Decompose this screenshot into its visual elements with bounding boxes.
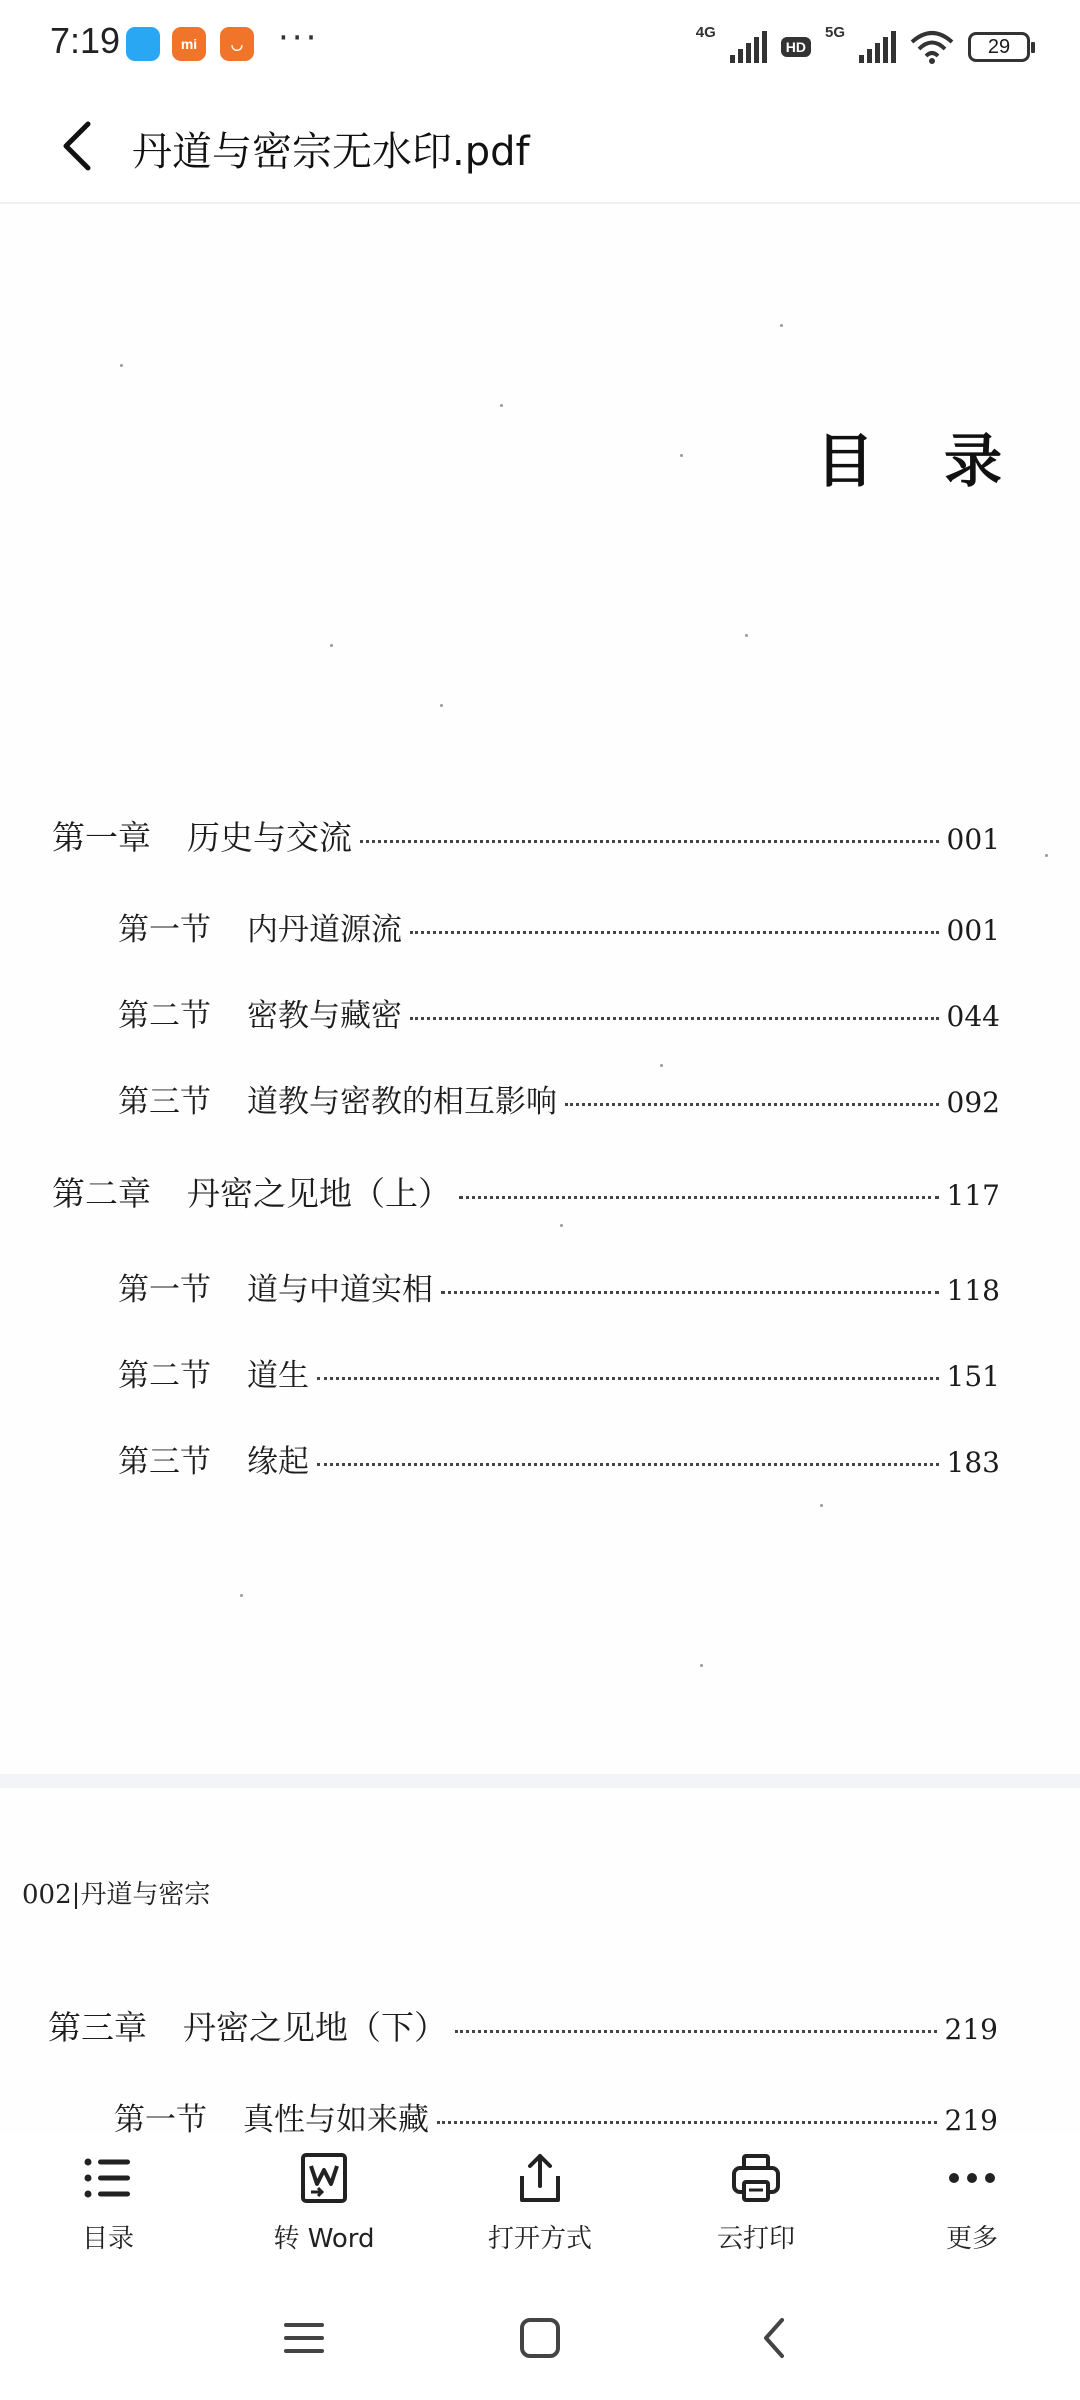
scan-speck	[1045, 854, 1048, 857]
mi-shop-icon: ◡	[220, 27, 254, 61]
toc-title: 历史与交流	[187, 818, 352, 857]
scan-speck	[120, 364, 123, 367]
chat-app-icon	[126, 27, 160, 61]
system-nav-bar	[0, 2274, 1080, 2400]
toc-heading: 目录	[815, 427, 1072, 495]
toc-entry[interactable]	[118, 1436, 1000, 1481]
toc-leader	[437, 2121, 937, 2124]
toc-leader	[410, 931, 939, 934]
mi-store-icon: mi	[172, 27, 206, 61]
toc-num: 第三章	[48, 2008, 147, 2047]
status-indicators	[696, 24, 1030, 70]
toolbar-label: 云打印	[716, 2224, 795, 2254]
toc-leader	[317, 1463, 939, 1466]
recents-menu-icon[interactable]	[276, 2310, 332, 2366]
toc-title: 缘起	[247, 1444, 309, 1480]
toolbar-label: 转 Word	[273, 2224, 375, 2254]
toc-page: 118	[946, 1274, 1000, 1307]
toc-page: 001	[946, 823, 1000, 856]
toc-title: 道与中道实相	[247, 1272, 433, 1308]
toc-leader	[441, 1291, 939, 1294]
toc-num: 第二章	[52, 1174, 151, 1213]
toc-title: 丹密之见地（上）	[187, 1174, 451, 1213]
toc-title: 丹密之见地（下）	[183, 2008, 447, 2047]
wifi-icon	[910, 30, 954, 64]
toc-num: 第一节	[118, 1272, 211, 1308]
more-icon	[942, 2148, 1002, 2208]
toc-num: 第一节	[118, 912, 211, 948]
toc-leader	[459, 1196, 939, 1199]
toc-num: 第一章	[52, 818, 151, 857]
more-notifications-icon: ···	[278, 18, 320, 58]
toc-page: 219	[944, 2013, 998, 2046]
toolbar-label: 目录	[81, 2224, 134, 2254]
toc-num: 第三节	[118, 1444, 211, 1480]
toc-entry[interactable]	[52, 1168, 1000, 1215]
cloud-print-button[interactable]	[648, 2134, 864, 2274]
toc-entry[interactable]	[48, 2002, 998, 2049]
scan-speck	[780, 324, 783, 327]
document-title: 丹道与密宗无水印.pdf	[132, 129, 530, 175]
toc-page: 151	[946, 1360, 1000, 1393]
toolbar-label: 打开方式	[487, 2224, 592, 2254]
pdf-page-2	[0, 1788, 1080, 2134]
word-convert-icon	[294, 2148, 354, 2208]
more-button[interactable]	[864, 2134, 1080, 2274]
scan-speck	[680, 454, 683, 457]
toc-entry[interactable]	[118, 904, 1000, 949]
open-with-button[interactable]	[432, 2134, 648, 2274]
toc-page: 044	[946, 1000, 1000, 1033]
pdf-page-1	[0, 204, 1080, 1774]
clock: 7:19	[50, 20, 121, 61]
toc-entry[interactable]	[114, 2094, 998, 2134]
status-bar	[0, 0, 1080, 92]
toc-num: 第二节	[118, 1358, 211, 1394]
title-bar	[0, 92, 1080, 204]
scan-speck	[330, 644, 333, 647]
toc-page: 001	[946, 914, 1000, 947]
page-separator	[0, 1774, 1080, 1788]
scan-speck	[560, 1224, 563, 1227]
signal-icon	[730, 31, 767, 63]
toolbar-label: 更多	[945, 2224, 998, 2254]
home-icon[interactable]	[512, 2310, 568, 2366]
toc-title: 道生	[247, 1358, 309, 1394]
scan-speck	[660, 1064, 663, 1067]
toc-entry[interactable]	[118, 1350, 1000, 1395]
toc-title: 道教与密教的相互影响	[247, 1084, 557, 1120]
toc-title: 真性与如来藏	[243, 2102, 429, 2134]
back-arrow-icon[interactable]	[52, 118, 108, 174]
toc-entry[interactable]	[52, 812, 1000, 859]
toc-num: 第一节	[114, 2102, 207, 2134]
scan-speck	[745, 634, 748, 637]
running-header: 002|丹道与密宗	[22, 1880, 211, 1910]
toc-entry[interactable]	[118, 1264, 1000, 1309]
toc-leader	[410, 1017, 939, 1020]
toc-page: 092	[946, 1086, 1000, 1119]
pdf-viewer[interactable]	[0, 204, 1080, 2134]
scan-speck	[820, 1504, 823, 1507]
share-icon	[510, 2148, 570, 2208]
toc-entry[interactable]	[118, 1076, 1000, 1121]
bottom-toolbar	[0, 2134, 1080, 2274]
signal-icon-2	[859, 31, 896, 63]
toc-entry[interactable]	[118, 990, 1000, 1035]
convert-word-button[interactable]	[216, 2134, 432, 2274]
scan-speck	[700, 1664, 703, 1667]
printer-icon	[726, 2148, 786, 2208]
toc-leader	[360, 840, 939, 843]
toc-title: 密教与藏密	[247, 998, 402, 1034]
scan-speck	[500, 404, 503, 407]
toc-page: 219	[944, 2104, 998, 2134]
list-icon	[78, 2148, 138, 2208]
toc-num: 第三节	[118, 1084, 211, 1120]
hd-badge: HD	[781, 37, 811, 57]
battery-icon: 29	[968, 32, 1030, 62]
toc-page: 117	[946, 1179, 1000, 1212]
scan-speck	[440, 704, 443, 707]
toc-page: 183	[946, 1446, 1000, 1479]
toc-button[interactable]	[0, 2134, 216, 2274]
toc-leader	[455, 2030, 937, 2033]
toc-title: 内丹道源流	[247, 912, 402, 948]
toc-num: 第二节	[118, 998, 211, 1034]
toc-leader	[565, 1103, 939, 1106]
scan-speck	[240, 1594, 243, 1597]
network-type-5g: 5G	[824, 24, 845, 41]
network-type-4g: 4G	[695, 24, 716, 41]
system-back-icon[interactable]	[748, 2310, 804, 2366]
toc-leader	[317, 1377, 939, 1380]
